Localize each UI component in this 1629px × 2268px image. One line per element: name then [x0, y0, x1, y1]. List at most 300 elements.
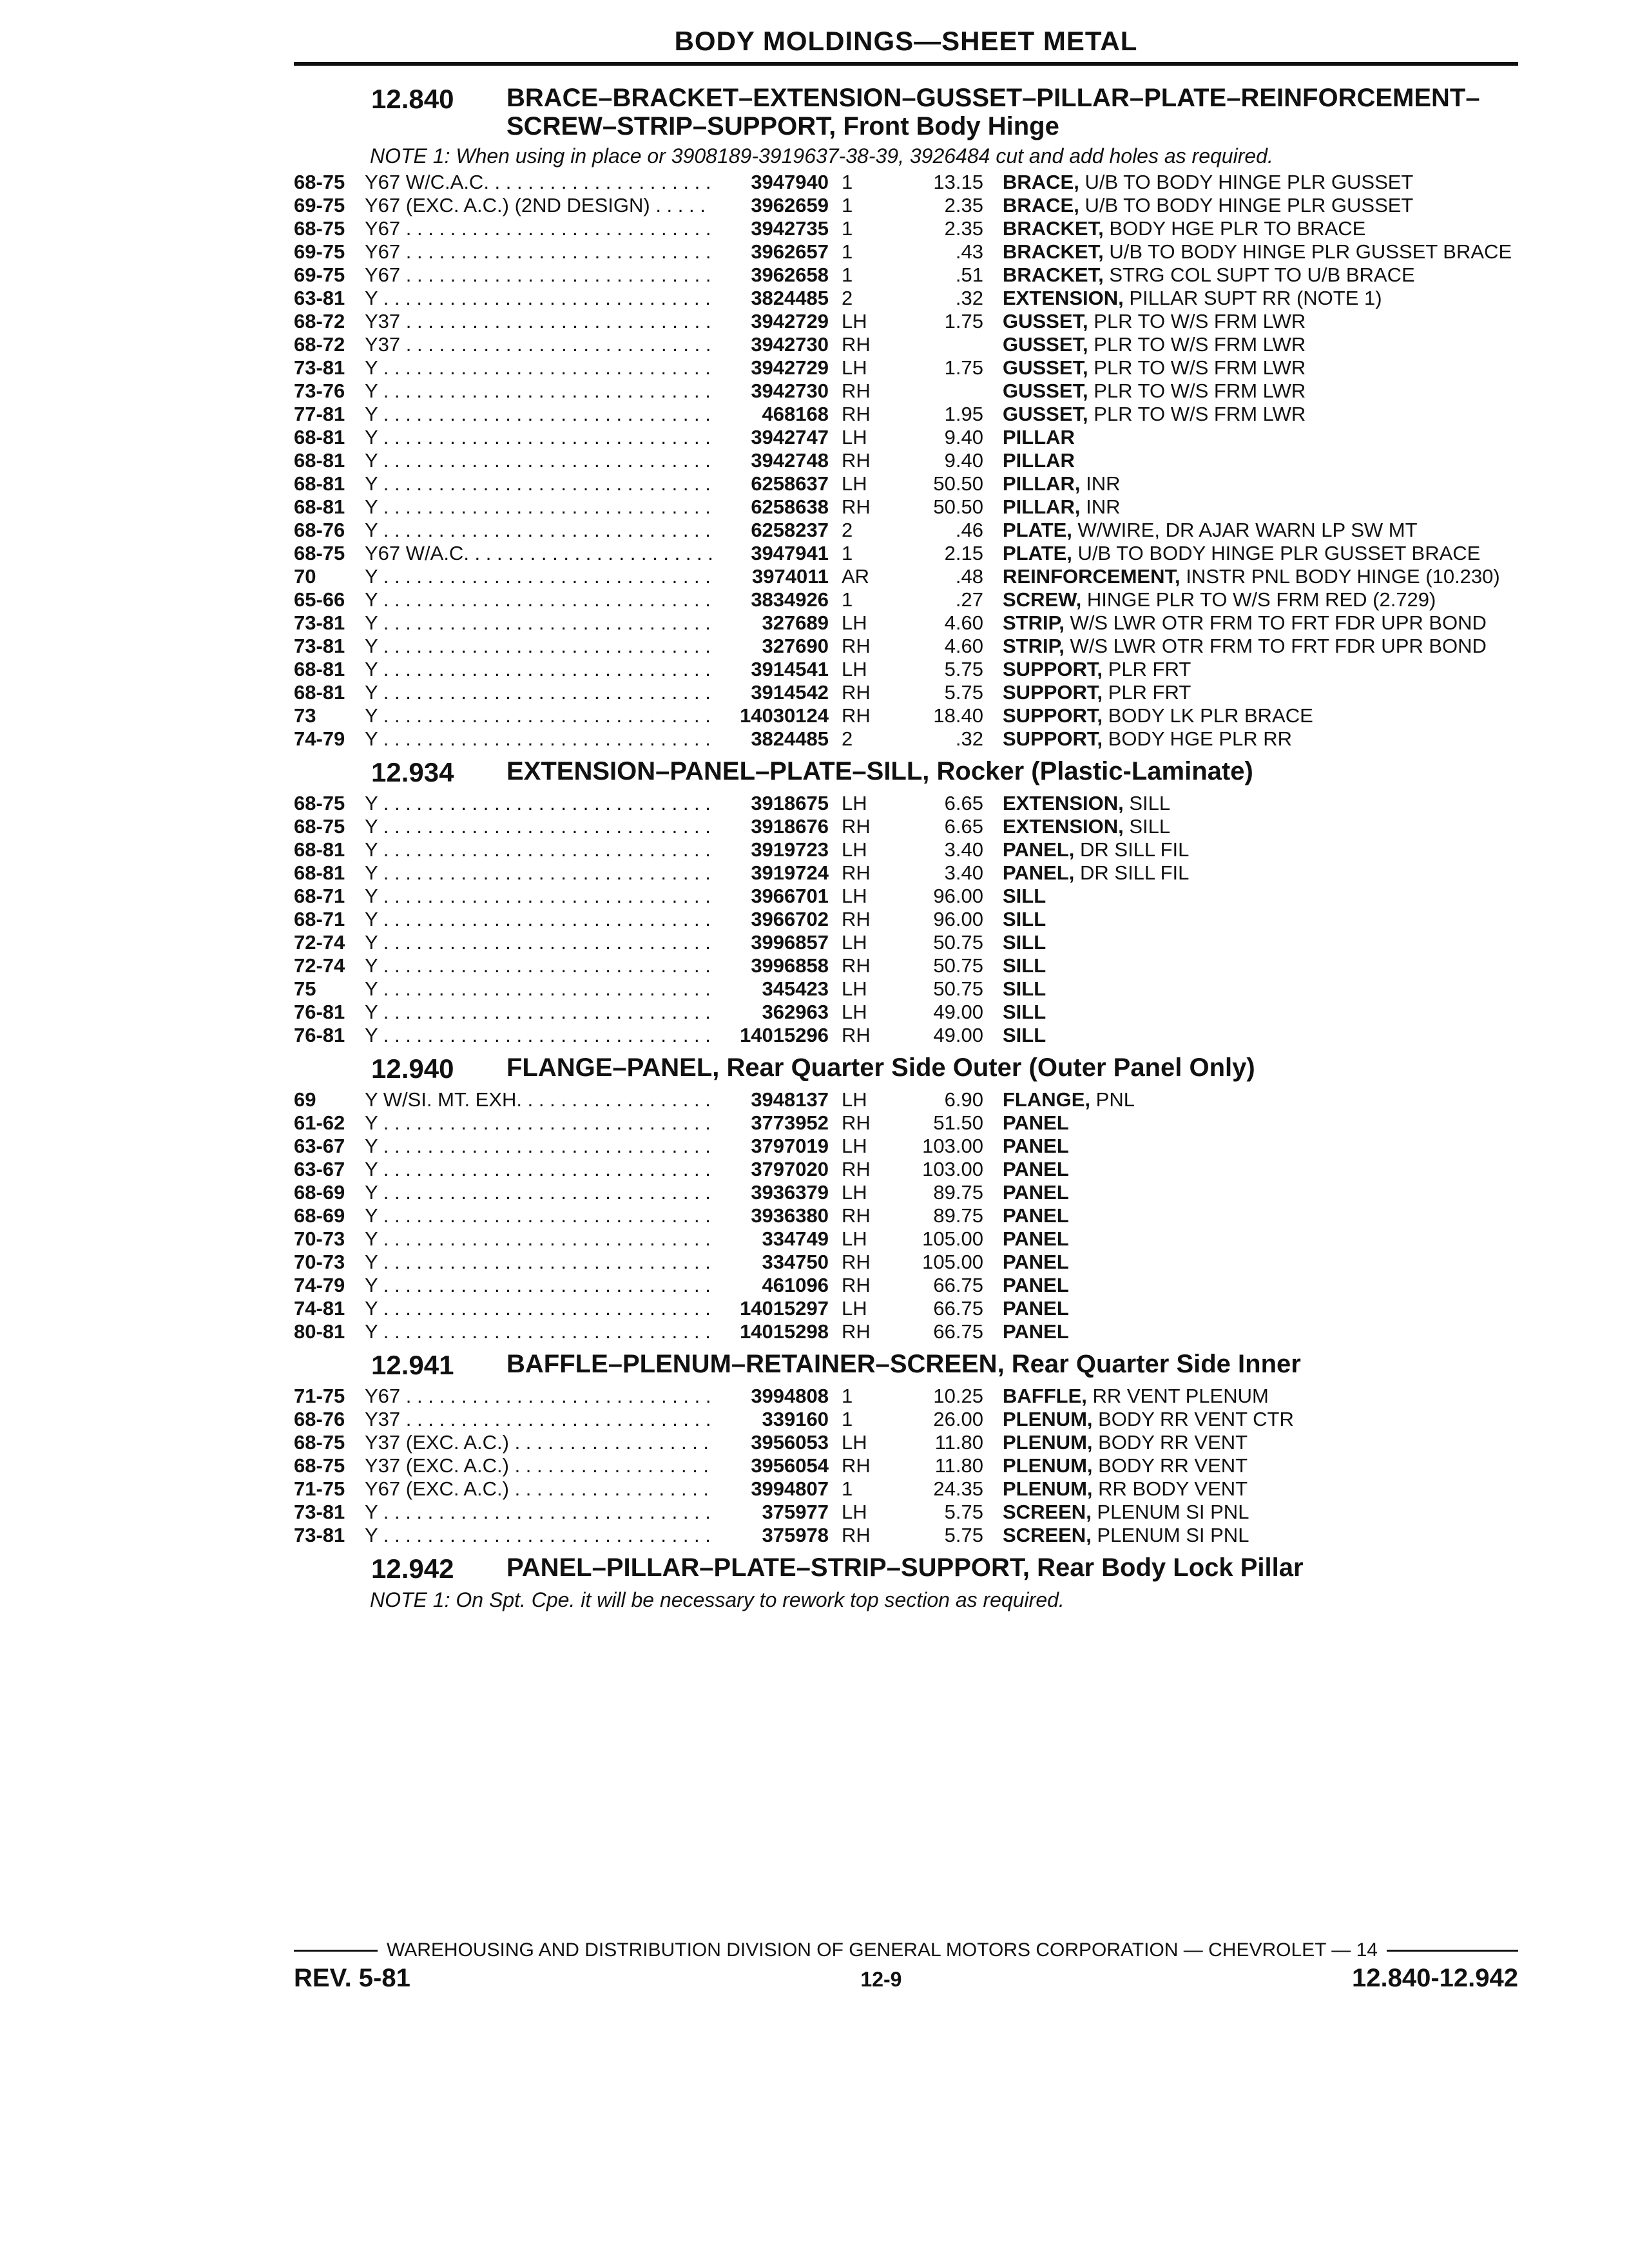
model-code: Y37 (EXC. A.C.) . . .	[365, 1454, 713, 1477]
model-code: Y . . .	[365, 403, 713, 426]
part-row	[294, 240, 1518, 264]
part-row	[294, 954, 1518, 977]
price: 9.40	[944, 449, 983, 472]
price: 1.95	[944, 403, 983, 425]
year-range: 68-75	[294, 792, 345, 814]
part-row	[294, 635, 1518, 658]
model-code: Y37 (EXC. A.C.) . . .	[365, 1431, 713, 1454]
year-range: 69	[294, 1088, 316, 1111]
model-code: Y . . .	[365, 1297, 713, 1320]
part-row	[294, 977, 1518, 1001]
model-code: Y . . .	[365, 565, 713, 588]
model-code: Y W/SI. MT. EXH. . . .	[365, 1088, 713, 1111]
part-row	[294, 588, 1518, 611]
part-name: SILL	[1003, 931, 1046, 954]
part-number: 3936379	[751, 1181, 829, 1204]
year-range: 69-75	[294, 264, 345, 286]
part-number: 3834926	[751, 588, 829, 611]
part-detail: BODY HGE PLR RR	[1103, 727, 1293, 750]
part-number: 14015296	[740, 1024, 829, 1046]
part-name: SILL	[1003, 977, 1046, 1000]
year-range: 68-69	[294, 1204, 345, 1227]
part-detail: PLR FRT	[1103, 658, 1191, 680]
part-number: 6258237	[751, 519, 829, 541]
price: 26.00	[933, 1408, 983, 1430]
part-number: 6258638	[751, 495, 829, 518]
quantity: RH	[842, 495, 871, 518]
quantity: 2	[842, 519, 853, 541]
year-range: 68-81	[294, 658, 345, 680]
model-code: Y . . .	[365, 792, 713, 815]
page-footer	[294, 1939, 1518, 1993]
model-code: Y37 . . .	[365, 1408, 713, 1431]
part-name: PLATE,	[1003, 519, 1072, 541]
part-number: 3918676	[751, 815, 829, 838]
quantity: 1	[842, 1408, 853, 1430]
price: 5.75	[944, 1501, 983, 1523]
part-description	[1003, 1111, 1518, 1135]
part-row	[294, 611, 1518, 635]
quantity: 1	[842, 1385, 853, 1407]
part-detail: PLENUM SI PNL	[1091, 1524, 1249, 1546]
part-name: GUSSET,	[1003, 403, 1088, 425]
price: 24.35	[933, 1477, 983, 1500]
model-code: Y . . .	[365, 611, 713, 635]
part-name: PILLAR,	[1003, 472, 1081, 495]
part-description	[1003, 681, 1518, 704]
part-name: BAFFLE,	[1003, 1385, 1087, 1407]
section-note: NOTE 1: On Spt. Cpe. it will be necessary to rework top section as required.	[370, 1588, 1065, 1611]
part-description	[1003, 658, 1518, 681]
part-row	[294, 1088, 1518, 1111]
part-row	[294, 815, 1518, 838]
price: 4.60	[944, 635, 983, 657]
part-description	[1003, 1408, 1518, 1431]
part-number: 327690	[762, 635, 829, 657]
model-code: Y . . .	[365, 495, 713, 519]
quantity: RH	[842, 704, 871, 727]
part-number: 14015297	[740, 1297, 829, 1320]
part-description	[1003, 519, 1518, 542]
price: 49.00	[933, 1024, 983, 1046]
part-detail: W/WIRE, DR AJAR WARN LP SW MT	[1072, 519, 1418, 541]
part-detail: DR SILL FIL	[1074, 838, 1190, 861]
year-range: 68-75	[294, 1431, 345, 1454]
quantity: 2	[842, 727, 853, 750]
part-name: EXTENSION,	[1003, 792, 1124, 814]
year-range: 68-69	[294, 1181, 345, 1204]
part-row	[294, 1454, 1518, 1477]
part-name: GUSSET,	[1003, 356, 1088, 379]
page-header	[294, 26, 1518, 66]
part-row	[294, 1158, 1518, 1181]
quantity: LH	[842, 1181, 867, 1204]
part-number: 3994807	[751, 1477, 829, 1500]
year-range: 71-75	[294, 1477, 345, 1500]
part-description	[1003, 310, 1518, 333]
quantity: 2	[842, 287, 853, 309]
part-row	[294, 1204, 1518, 1227]
part-row	[294, 356, 1518, 380]
quantity: LH	[842, 931, 867, 954]
quantity: RH	[842, 908, 871, 930]
model-code: Y . . .	[365, 861, 713, 885]
model-code: Y . . .	[365, 885, 713, 908]
part-row	[294, 380, 1518, 403]
part-description	[1003, 426, 1518, 449]
part-name: BRACKET,	[1003, 217, 1104, 240]
part-number: 334750	[762, 1251, 829, 1273]
part-number: 3773952	[751, 1111, 829, 1134]
part-number: 3936380	[751, 1204, 829, 1227]
section-heading	[294, 84, 1518, 140]
year-range: 68-72	[294, 333, 345, 356]
price: 96.00	[933, 908, 983, 930]
model-code: Y67 W/A.C. . . .	[365, 542, 713, 565]
year-range: 71-75	[294, 1385, 345, 1407]
part-detail: BODY RR VENT	[1092, 1431, 1248, 1454]
quantity: LH	[842, 611, 867, 634]
price: 4.60	[944, 611, 983, 634]
footer-division: WAREHOUSING AND DISTRIBUTION DIVISION OF GENERAL MOTORS CORPORATION — CHEVROLET — 14	[387, 1939, 1378, 1961]
part-number: 3942747	[751, 426, 829, 448]
part-description	[1003, 287, 1518, 310]
part-description	[1003, 264, 1518, 287]
part-row	[294, 1111, 1518, 1135]
price: .43	[955, 240, 983, 263]
part-description	[1003, 1158, 1518, 1181]
part-number: 14015298	[740, 1320, 829, 1343]
part-name: SCREW,	[1003, 588, 1082, 611]
part-description	[1003, 1204, 1518, 1227]
year-range: 73-81	[294, 356, 345, 379]
quantity: RH	[842, 1204, 871, 1227]
part-row	[294, 333, 1518, 356]
part-description	[1003, 885, 1518, 908]
model-code: Y67 W/C.A.C. . . .	[365, 171, 713, 194]
part-number: 468168	[762, 403, 829, 425]
quantity: RH	[842, 681, 871, 704]
quantity: LH	[842, 1431, 867, 1454]
year-range: 68-75	[294, 217, 345, 240]
part-description	[1003, 838, 1518, 861]
model-code: Y . . .	[365, 1524, 713, 1547]
year-range: 73-81	[294, 635, 345, 657]
part-detail: INSTR PNL BODY HINGE (10.230)	[1180, 565, 1500, 588]
part-description	[1003, 1251, 1518, 1274]
part-detail: U/B TO BODY HINGE PLR GUSSET	[1079, 194, 1414, 216]
part-detail: PLR TO W/S FRM LWR	[1088, 333, 1306, 356]
price: 103.00	[922, 1158, 983, 1180]
part-detail: INR	[1080, 472, 1121, 495]
price: 2.35	[944, 217, 983, 240]
model-code: Y67 . . .	[365, 1385, 713, 1408]
part-description	[1003, 565, 1518, 588]
part-number: 3942729	[751, 356, 829, 379]
quantity: 1	[842, 171, 853, 193]
part-description	[1003, 403, 1518, 426]
section-number: 12.840	[371, 84, 454, 114]
model-code: Y . . .	[365, 287, 713, 310]
part-row	[294, 1227, 1518, 1251]
part-name: PANEL	[1003, 1227, 1069, 1250]
page-title: BODY MOLDINGS—SHEET METAL	[674, 26, 1138, 56]
part-number: 3962657	[751, 240, 829, 263]
part-detail: PLENUM SI PNL	[1091, 1501, 1249, 1523]
price: .32	[955, 727, 983, 750]
year-range: 73	[294, 704, 316, 727]
year-range: 69-75	[294, 240, 345, 263]
model-code: Y . . .	[365, 727, 713, 751]
part-row	[294, 426, 1518, 449]
year-range: 76-81	[294, 1024, 345, 1046]
part-detail: SILL	[1123, 815, 1171, 838]
section-title: PANEL–PILLAR–PLATE–STRIP–SUPPORT, Rear Body Lock Pillar	[506, 1553, 1304, 1582]
part-name: SCREEN,	[1003, 1524, 1092, 1546]
model-code: Y67 . . .	[365, 217, 713, 240]
part-name: SILL	[1003, 908, 1046, 930]
part-description	[1003, 861, 1518, 885]
model-code: Y . . .	[365, 519, 713, 542]
part-row	[294, 885, 1518, 908]
part-name: EXTENSION,	[1003, 815, 1124, 838]
model-code: Y . . .	[365, 681, 713, 704]
part-name: PLATE,	[1003, 542, 1072, 564]
part-description	[1003, 611, 1518, 635]
model-code: Y . . .	[365, 704, 713, 727]
model-code: Y . . .	[365, 635, 713, 658]
part-description	[1003, 356, 1518, 380]
section-heading	[294, 1350, 1518, 1381]
part-description	[1003, 908, 1518, 931]
part-description	[1003, 171, 1518, 194]
year-range: 72-74	[294, 954, 345, 977]
model-code: Y . . .	[365, 908, 713, 931]
part-detail: BODY RR VENT	[1092, 1454, 1248, 1477]
year-range: 68-76	[294, 519, 345, 541]
part-row	[294, 472, 1518, 495]
price: 66.75	[933, 1274, 983, 1296]
part-number: 3948137	[751, 1088, 829, 1111]
part-name: BRACE,	[1003, 171, 1079, 193]
year-range: 68-71	[294, 908, 345, 930]
year-range: 70	[294, 565, 316, 588]
part-row	[294, 310, 1518, 333]
part-number: 3966702	[751, 908, 829, 930]
quantity: 1	[842, 542, 853, 564]
quantity: LH	[842, 977, 867, 1000]
model-code: Y . . .	[365, 1251, 713, 1274]
quantity: RH	[842, 380, 871, 402]
part-name: GUSSET,	[1003, 310, 1088, 332]
part-description	[1003, 635, 1518, 658]
part-number: 3942730	[751, 380, 829, 402]
part-description	[1003, 1320, 1518, 1343]
footer-rule-right	[1387, 1950, 1518, 1952]
part-description	[1003, 542, 1518, 565]
part-row	[294, 727, 1518, 751]
price: 2.35	[944, 194, 983, 216]
part-detail: BODY RR VENT CTR	[1092, 1408, 1294, 1430]
part-name: PANEL	[1003, 1111, 1069, 1134]
part-detail: SILL	[1123, 792, 1171, 814]
year-range: 68-75	[294, 542, 345, 564]
part-name: FLANGE,	[1003, 1088, 1091, 1111]
part-number: 14030124	[740, 704, 829, 727]
section-heading	[294, 757, 1518, 788]
part-name: PLENUM,	[1003, 1431, 1093, 1454]
year-range: 68-81	[294, 449, 345, 472]
part-name: SILL	[1003, 1001, 1046, 1023]
part-description	[1003, 495, 1518, 519]
part-row	[294, 403, 1518, 426]
quantity: LH	[842, 1135, 867, 1157]
part-name: PILLAR	[1003, 449, 1075, 472]
part-row	[294, 1501, 1518, 1524]
part-number: 3797020	[751, 1158, 829, 1180]
model-code: Y . . .	[365, 1320, 713, 1343]
part-number: 375978	[762, 1524, 829, 1546]
part-detail: STRG COL SUPT TO U/B BRACE	[1103, 264, 1415, 286]
model-code: Y . . .	[365, 1227, 713, 1251]
section-note: NOTE 1: When using in place or 3908189-3919637-38-39, 3926484 cut and add holes as required.	[370, 144, 1273, 168]
part-description	[1003, 1524, 1518, 1547]
part-detail: U/B TO BODY HINGE PLR GUSSET	[1079, 171, 1414, 193]
part-name: PANEL	[1003, 1204, 1069, 1227]
price: 89.75	[933, 1181, 983, 1204]
year-range: 73-81	[294, 1524, 345, 1546]
part-detail: PLR TO W/S FRM LWR	[1088, 380, 1306, 402]
part-name: PANEL,	[1003, 838, 1075, 861]
model-code: Y . . .	[365, 426, 713, 449]
price: 50.75	[933, 977, 983, 1000]
part-description	[1003, 240, 1518, 264]
part-number: 3824485	[751, 287, 829, 309]
price: 2.15	[944, 542, 983, 564]
year-range: 65-66	[294, 588, 345, 611]
part-name: SILL	[1003, 1024, 1046, 1046]
year-range: 68-81	[294, 838, 345, 861]
part-name: SUPPORT,	[1003, 658, 1103, 680]
model-code: Y . . .	[365, 954, 713, 977]
part-number: 461096	[762, 1274, 829, 1296]
part-description	[1003, 1385, 1518, 1408]
model-code: Y . . .	[365, 356, 713, 380]
part-row	[294, 658, 1518, 681]
part-number: 3919723	[751, 838, 829, 861]
part-row	[294, 287, 1518, 310]
part-row	[294, 1524, 1518, 1547]
part-name: PANEL,	[1003, 861, 1075, 884]
part-description	[1003, 380, 1518, 403]
model-code: Y . . .	[365, 977, 713, 1001]
part-name: PANEL	[1003, 1158, 1069, 1180]
quantity: LH	[842, 1501, 867, 1523]
year-range: 68-81	[294, 472, 345, 495]
quantity: RH	[842, 635, 871, 657]
part-name: SUPPORT,	[1003, 727, 1103, 750]
quantity: RH	[842, 815, 871, 838]
quantity: RH	[842, 333, 871, 356]
footer-rule-left	[294, 1950, 378, 1952]
year-range: 68-76	[294, 1408, 345, 1430]
part-row	[294, 838, 1518, 861]
price: 66.75	[933, 1320, 983, 1343]
section-number: 12.934	[371, 757, 454, 787]
year-range: 76-81	[294, 1001, 345, 1023]
price: 50.50	[933, 472, 983, 495]
section-title: FLANGE–PANEL, Rear Quarter Side Outer (Outer Panel Only)	[506, 1053, 1255, 1082]
part-name: PANEL	[1003, 1181, 1069, 1204]
part-description	[1003, 1001, 1518, 1024]
revision-label: REV. 5-81	[294, 1964, 410, 1992]
year-range: 69-75	[294, 194, 345, 216]
part-name: REINFORCEMENT,	[1003, 565, 1181, 588]
price: 50.75	[933, 954, 983, 977]
part-name: SUPPORT,	[1003, 681, 1103, 704]
part-description	[1003, 931, 1518, 954]
part-row	[294, 704, 1518, 727]
part-description	[1003, 1088, 1518, 1111]
part-row	[294, 1297, 1518, 1320]
part-row	[294, 1251, 1518, 1274]
part-name: EXTENSION,	[1003, 287, 1124, 309]
quantity: RH	[842, 1111, 871, 1134]
part-row	[294, 194, 1518, 217]
price: 5.75	[944, 1524, 983, 1546]
part-name: PANEL	[1003, 1320, 1069, 1343]
quantity: LH	[842, 310, 867, 332]
model-code: Y . . .	[365, 588, 713, 611]
model-code: Y . . .	[365, 472, 713, 495]
part-description	[1003, 704, 1518, 727]
part-number: 3942735	[751, 217, 829, 240]
part-detail: U/B TO BODY HINGE PLR GUSSET BRACE	[1103, 240, 1512, 263]
part-name: BRACE,	[1003, 194, 1079, 216]
year-range: 68-75	[294, 815, 345, 838]
quantity: LH	[842, 792, 867, 814]
part-number: 3956053	[751, 1431, 829, 1454]
part-row	[294, 565, 1518, 588]
price: 1.75	[944, 310, 983, 332]
section-heading	[294, 1553, 1518, 1584]
part-detail: PLR FRT	[1103, 681, 1191, 704]
price: 3.40	[944, 838, 983, 861]
part-name: GUSSET,	[1003, 380, 1088, 402]
part-row	[294, 1408, 1518, 1431]
model-code: Y . . .	[365, 380, 713, 403]
part-detail: PNL	[1090, 1088, 1135, 1111]
price: .32	[955, 287, 983, 309]
part-number: 3947940	[751, 171, 829, 193]
quantity: LH	[842, 426, 867, 448]
part-detail: PLR TO W/S FRM LWR	[1088, 310, 1306, 332]
price: 96.00	[933, 885, 983, 907]
price: 105.00	[922, 1251, 983, 1273]
part-description	[1003, 727, 1518, 751]
price: 50.75	[933, 931, 983, 954]
quantity: RH	[842, 449, 871, 472]
part-row	[294, 449, 1518, 472]
part-description	[1003, 1501, 1518, 1524]
part-name: SILL	[1003, 954, 1046, 977]
year-range: 74-81	[294, 1297, 345, 1320]
part-description	[1003, 449, 1518, 472]
price: 5.75	[944, 658, 983, 680]
quantity: RH	[842, 861, 871, 884]
year-range: 72-74	[294, 931, 345, 954]
part-number: 375977	[762, 1501, 829, 1523]
